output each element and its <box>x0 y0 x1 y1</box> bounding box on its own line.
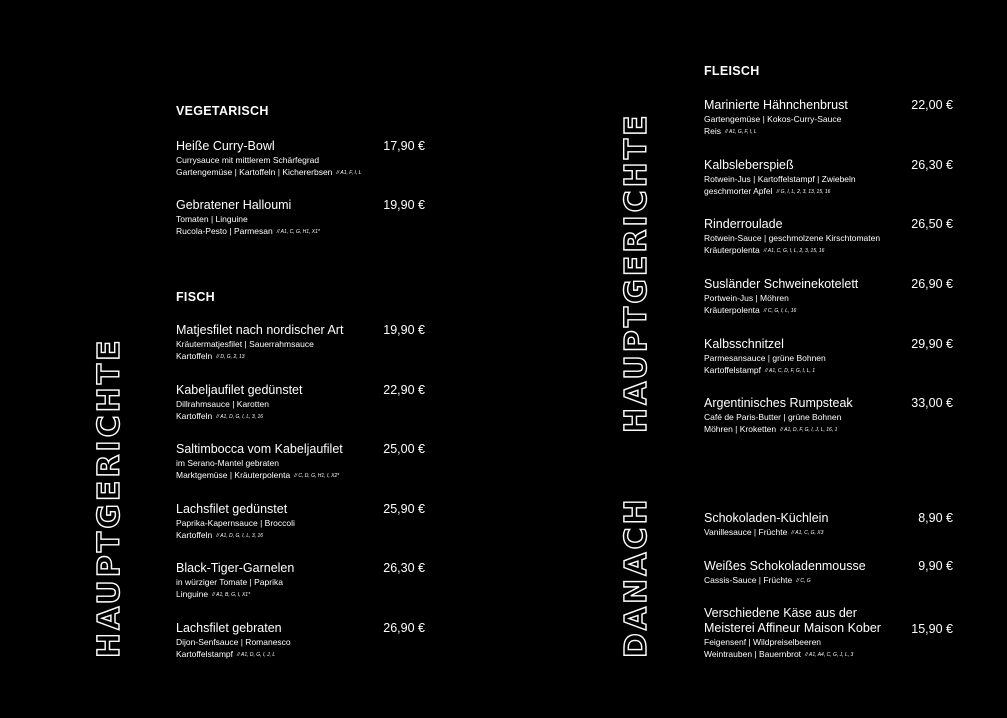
menu-item-price: 19,90 € <box>383 198 425 212</box>
left-vertical-title: HAUPTGERICHTE <box>92 337 127 658</box>
menu-item-header <box>704 158 953 173</box>
menu-item-allergens: // A1, C, G, X3 <box>791 529 824 536</box>
menu-item-allergens: // A1, C, G, I, L, 2, 3, 15, 16 <box>763 247 825 254</box>
menu-item-header <box>176 502 425 517</box>
menu-item-description-text: Reis <box>704 126 722 136</box>
menu-item-description <box>704 125 953 138</box>
menu-item-description-text: Kräutermatjesfilet | Sauerrahmsauce <box>176 339 314 349</box>
menu-item-price: 25,90 € <box>383 502 425 516</box>
menu-item-header <box>704 396 953 411</box>
menu-item-description-text: Feigensenf | Wildpreiselbeeren <box>704 637 822 647</box>
menu-item-description-text: Rotwein-Sauce | geschmolzene Kirschtomaten <box>704 233 881 243</box>
menu-item-header <box>176 383 425 398</box>
menu-item-description-text: Tomaten | Linguine <box>176 214 248 224</box>
menu-item-description <box>704 232 953 244</box>
menu-item-allergens: // A1, A4, C, G, J, L, 3 <box>805 651 854 658</box>
menu-item-description <box>176 166 425 179</box>
menu-item-price: 22,90 € <box>383 383 425 397</box>
right-vertical-title-bottom: DANACH <box>619 496 654 658</box>
menu-item-description <box>176 154 425 166</box>
menu-item-header <box>176 323 425 338</box>
menu-item-description-text: Portwein-Jus | Möhren <box>704 293 789 303</box>
menu-item-header <box>704 98 953 113</box>
menu-item-description <box>704 352 953 364</box>
menu-item-header <box>176 198 425 213</box>
menu-item-description <box>176 469 425 482</box>
menu-item <box>176 442 425 482</box>
menu-item <box>704 217 953 257</box>
menu-item-description-text: Marktgemüse | Kräuterpolenta <box>176 470 291 480</box>
menu-item-description-text: Kartoffelstampf <box>704 365 762 375</box>
menu-item-header <box>704 511 953 526</box>
menu-item-allergens: // A1, C, G, H1, X1* <box>276 228 320 235</box>
menu-item-description <box>176 588 425 601</box>
menu-item-allergens: // A1, D, G, I, L, 3, 16 <box>216 413 264 420</box>
menu-item-description-text: Kartoffeln <box>176 351 213 361</box>
menu-item-description <box>176 576 425 588</box>
menu-item-description-text: Café de Paris-Butter | grüne Bohnen <box>704 412 842 422</box>
menu-item-description <box>176 398 425 410</box>
menu-item-description-text: Dijon-Senfsauce | Romanesco <box>176 637 291 647</box>
menu-item <box>704 158 953 198</box>
menu-item-description <box>176 213 425 225</box>
menu-item <box>176 139 425 179</box>
menu-item-header <box>176 442 425 457</box>
menu-item-description <box>704 185 953 198</box>
menu-item-price: 26,50 € <box>911 217 953 231</box>
menu-item-allergens: // A1, D, G, I, J, L <box>237 651 276 658</box>
menu-item <box>176 383 425 423</box>
menu-item-name: Weißes Schokoladenmousse <box>704 559 866 573</box>
menu-item-header <box>704 606 953 636</box>
menu-item-description-text: Parmesansauce | grüne Bohnen <box>704 353 826 363</box>
menu-item <box>704 606 953 661</box>
menu-item-description-text: Möhren | Kroketten <box>704 424 777 434</box>
menu-item-price: 26,90 € <box>911 277 953 291</box>
menu-item-description <box>704 292 953 304</box>
menu-item-allergens: // A1, D, F, G, I, J, L, 16, 1 <box>780 426 838 433</box>
menu-item-description-text: Dillrahmsauce | Karotten <box>176 399 269 409</box>
menu-item-description-text: Cassis-Sauce | Früchte <box>704 575 793 585</box>
menu-item-header <box>704 277 953 292</box>
menu-item-description <box>704 244 953 257</box>
menu-item-name: Matjesfilet nach nordischer Art <box>176 323 344 337</box>
menu-item-description-text: Paprika-Kapernsauce | Broccoli <box>176 518 295 528</box>
menu-item-name: Kalbsleberspieß <box>704 158 794 172</box>
menu-item-price: 25,00 € <box>383 442 425 456</box>
menu-item-description <box>176 648 425 661</box>
menu-item-name: Susländer Schweinekotelett <box>704 277 859 291</box>
menu-item <box>176 502 425 542</box>
menu-item-description <box>704 304 953 317</box>
menu-item-description-text: in würziger Tomate | Paprika <box>176 577 283 587</box>
menu-item <box>176 621 425 661</box>
menu-item-description <box>704 364 953 377</box>
menu-item-price: 26,90 € <box>383 621 425 635</box>
section-title-vegetarisch: VEGETARISCH <box>176 104 269 118</box>
menu-item-name: Rinderroulade <box>704 217 783 231</box>
section-title-fleisch: FLEISCH <box>704 64 760 78</box>
menu-item-description <box>176 517 425 529</box>
menu-item-allergens: // A1, B, G, I, X1* <box>212 591 251 598</box>
menu-item-name: Kabeljaufilet gedünstet <box>176 383 303 397</box>
menu-item-allergens: // A1, G, F, I, L <box>725 128 757 135</box>
menu-item-description-text: Kartoffelstampf <box>176 649 234 659</box>
menu-item-price: 26,30 € <box>383 561 425 575</box>
menu-item-description <box>704 173 953 185</box>
menu-item-name: Verschiedene Käse aus der Meisterei Affineur Maison Kober <box>704 606 881 635</box>
menu-item-price: 29,90 € <box>911 337 953 351</box>
menu-item-description <box>176 350 425 363</box>
menu-item-header <box>704 337 953 352</box>
menu-item-description-text: Rucola-Pesto | Parmesan <box>176 226 273 236</box>
menu-item-price: 15,90 € <box>911 622 953 636</box>
menu-item <box>704 337 953 377</box>
menu-item-description <box>176 410 425 423</box>
menu-item-description <box>704 574 953 587</box>
menu-item-description <box>704 526 953 539</box>
menu-item-price: 22,00 € <box>911 98 953 112</box>
menu-item-allergens: // A1, F, I, L <box>336 169 362 176</box>
menu-item-price: 26,30 € <box>911 158 953 172</box>
menu-item-description-text: Kartoffeln <box>176 530 213 540</box>
menu-item-name: Gebratener Halloumi <box>176 198 292 212</box>
menu-item-description-text: Currysauce mit mittlerem Schärfegrad <box>176 155 320 165</box>
menu-item-header <box>176 561 425 576</box>
menu-item-description-text: Kräuterpolenta <box>704 245 760 255</box>
menu-item-description <box>176 225 425 238</box>
menu-item-description-text: Linguine <box>176 589 209 599</box>
menu-item-description <box>704 648 953 661</box>
menu-item-description-text: im Serano-Mantel gebraten <box>176 458 280 468</box>
menu-item <box>704 277 953 317</box>
menu-item-name: Argentinisches Rumpsteak <box>704 396 853 410</box>
menu-item-description-text: Gartengemüse | Kokos-Curry-Sauce <box>704 114 842 124</box>
menu-item-name: Kalbsschnitzel <box>704 337 784 351</box>
menu-item-description-text: geschmorter Apfel <box>704 186 773 196</box>
menu-item-description-text: Kräuterpolenta <box>704 305 760 315</box>
menu-item-allergens: // G, I, L, 2, 3, 13, 15, 16 <box>776 188 831 195</box>
menu-item-price: 33,00 € <box>911 396 953 410</box>
menu-item-price: 17,90 € <box>383 139 425 153</box>
menu-item-name: Black-Tiger-Garnelen <box>176 561 295 575</box>
menu-item-name: Lachsfilet gedünstet <box>176 502 288 516</box>
menu-item-allergens: // C, G <box>796 577 811 584</box>
menu-item-allergens: // D, G, 2, 13 <box>216 353 245 360</box>
menu-item <box>704 98 953 138</box>
menu-item-price: 9,90 € <box>918 559 953 573</box>
section-title-fisch: FISCH <box>176 290 215 304</box>
menu-item-description <box>704 636 953 648</box>
menu-item <box>704 559 953 587</box>
menu-item-description <box>176 457 425 469</box>
menu-item-name: Saltimbocca vom Kabeljaufilet <box>176 442 343 456</box>
menu-item-description <box>704 113 953 125</box>
menu-item-header <box>176 621 425 636</box>
menu-item-allergens: // C, G, I, L, 16 <box>763 307 797 314</box>
menu-item <box>176 323 425 363</box>
menu-item-description <box>176 338 425 350</box>
menu-item <box>704 511 953 539</box>
right-vertical-title-top: HAUPTGERICHTE <box>619 112 654 433</box>
menu-item-description <box>704 423 953 436</box>
menu-item-name: Schokoladen-Küchlein <box>704 511 829 525</box>
menu-item-name: Heiße Curry-Bowl <box>176 139 275 153</box>
menu-item-description <box>176 636 425 648</box>
menu-item-allergens: // C, D, G, H1, I, X2* <box>294 472 340 479</box>
menu-item-price: 8,90 € <box>918 511 953 525</box>
menu-item <box>176 198 425 238</box>
menu-item-header <box>704 559 953 574</box>
menu-item-header <box>176 139 425 154</box>
menu-item-description-text: Weintrauben | Bauernbrot <box>704 649 802 659</box>
menu-item-description-text: Vanillesauce | Früchte <box>704 527 788 537</box>
menu-item-description-text: Rotwein-Jus | Kartoffelstampf | Zwiebeln <box>704 174 856 184</box>
menu-item-header <box>704 217 953 232</box>
menu-item <box>704 396 953 436</box>
menu-item-allergens: // A1, C, D, F, G, I, L, 1 <box>765 367 816 374</box>
menu-item-description <box>704 411 953 423</box>
menu-item-name: Marinierte Hähnchenbrust <box>704 98 848 112</box>
menu-item-allergens: // A1, D, G, I, L, 3, 16 <box>216 532 264 539</box>
menu-item <box>176 561 425 601</box>
menu-item-description-text: Gartengemüse | Kartoffeln | Kichererbsen <box>176 167 333 177</box>
menu-item-name: Lachsfilet gebraten <box>176 621 282 635</box>
menu-item-description-text: Kartoffeln <box>176 411 213 421</box>
menu-item-description <box>176 529 425 542</box>
menu-item-price: 19,90 € <box>383 323 425 337</box>
